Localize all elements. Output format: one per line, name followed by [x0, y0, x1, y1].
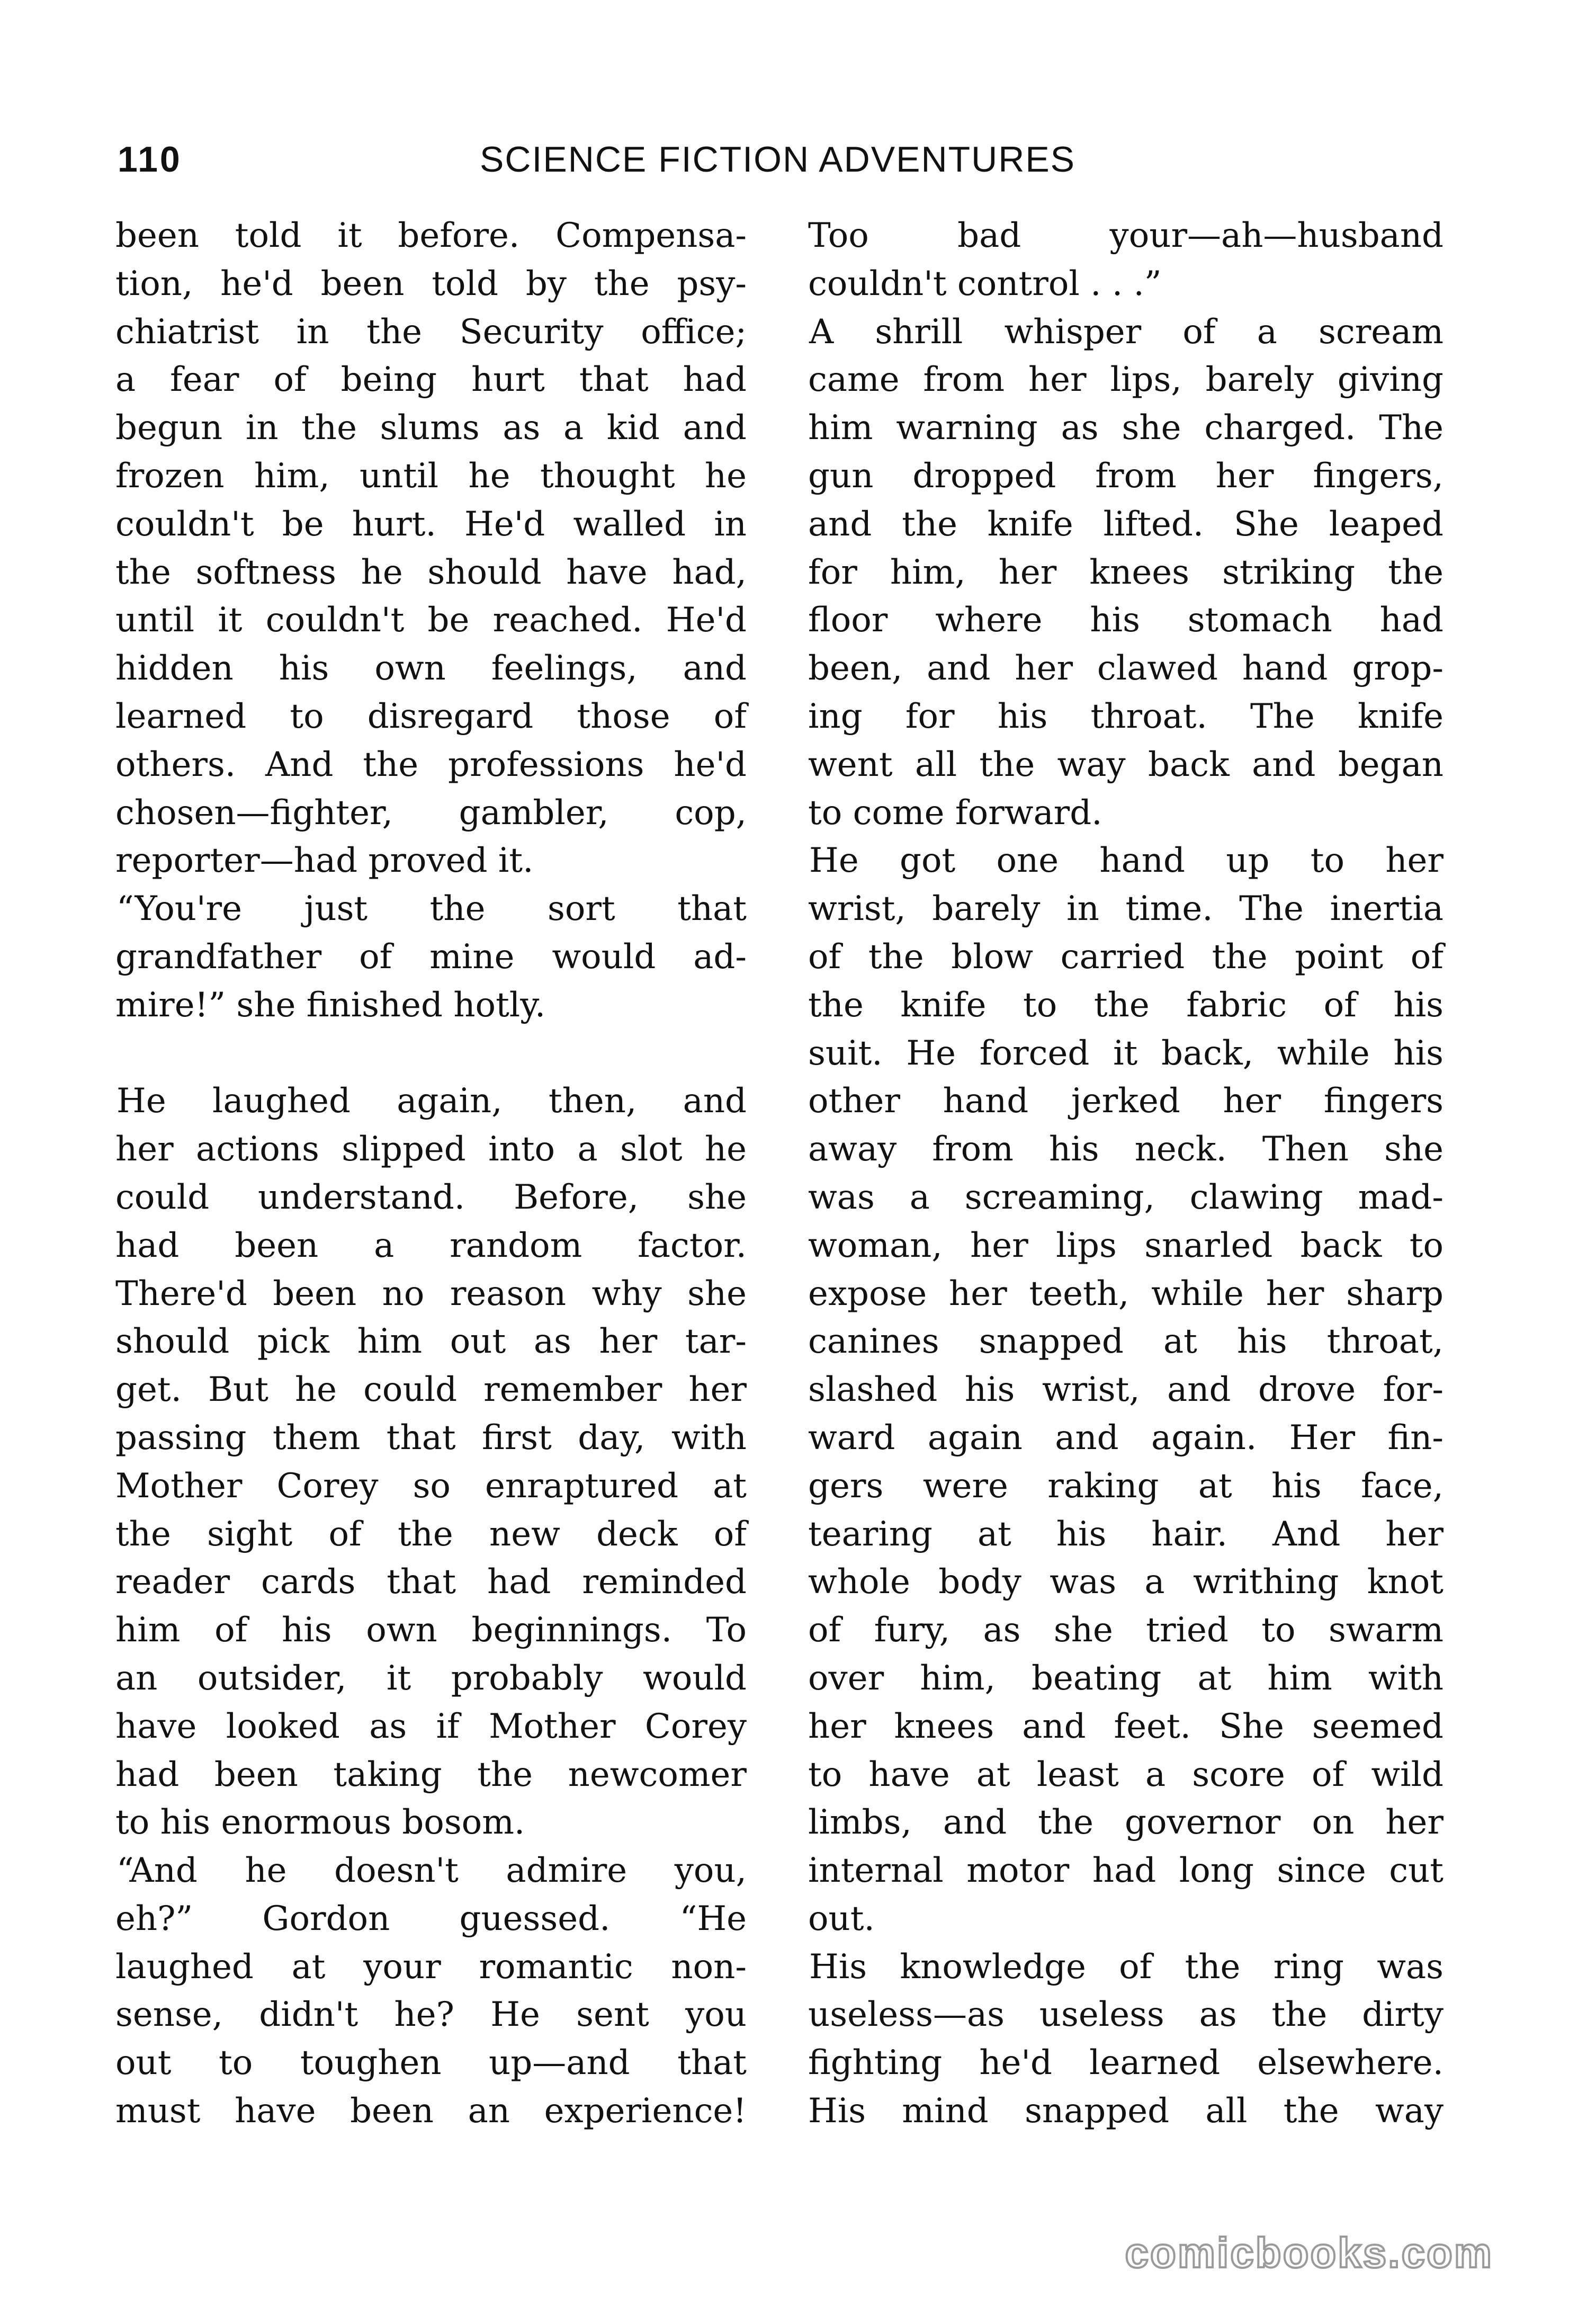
text-line: of the blow carried the point of [808, 937, 1443, 977]
text-line: “You're just the sort that [116, 889, 747, 929]
text-line: her knees and feet. She seemed [808, 1706, 1443, 1746]
text-line: out to toughen up—and that [115, 2043, 747, 2083]
text-line: fighting he'd learned elsewhere. [808, 2043, 1443, 2083]
section-break [115, 1030, 747, 1078]
text-line: could understand. Before, she [115, 1177, 747, 1217]
text-line: had been a random factor. [115, 1226, 747, 1265]
text-line: floor where his stomach had [808, 601, 1443, 640]
text-line: to come forward. [808, 793, 1102, 833]
site-watermark: comicbooks.com [1125, 2229, 1493, 2276]
right-column [808, 212, 1443, 2135]
text-line: whole body was a writhing knot [808, 1562, 1443, 1602]
text-line: grandfather of mine would ad- [115, 937, 747, 977]
text-line: been, and her clawed hand grop- [808, 649, 1443, 689]
text-line: gun dropped from her fingers, [808, 456, 1443, 496]
text-line: must have been an experience! [115, 2091, 747, 2131]
text-line: a fear of being hurt that had [115, 360, 747, 400]
text-line: passing them that first day, with [115, 1418, 747, 1458]
text-line: went all the way back and began [808, 745, 1443, 784]
text-line: tion, he'd been told by the psy- [115, 264, 747, 303]
text-line: mire!” she finished hotly. [115, 985, 546, 1025]
text-line: couldn't be hurt. He'd walled in [115, 504, 747, 544]
text-line: begun in the slums as a kid and [115, 408, 747, 448]
page-header [118, 139, 1452, 197]
running-head: SCIENCE FICTION ADVENTURES [480, 139, 1076, 180]
text-line: ward again and again. Her fin- [808, 1418, 1443, 1458]
text-line: away from his neck. Then she [808, 1130, 1443, 1169]
text-line: His knowledge of the ring was [809, 1947, 1443, 1987]
text-line: reporter—had proved it. [115, 841, 534, 881]
text-line: He got one hand up to her [809, 841, 1443, 881]
text-line: the knife to the fabric of his [808, 985, 1443, 1025]
text-line: chosen—fighter, gambler, cop, [115, 793, 747, 833]
text-line: frozen him, until he thought he [115, 456, 747, 496]
text-line: couldn't control . . .” [808, 264, 1162, 303]
text-line: sense, didn't he? He sent you [115, 1995, 747, 2035]
text-line: to his enormous bosom. [115, 1803, 525, 1843]
text-line: Too bad your—ah—husband [808, 216, 1443, 255]
text-line: until it couldn't be reached. He'd [115, 601, 747, 640]
text-line: him warning as she charged. The [808, 408, 1443, 448]
text-line: the sight of the new deck of [115, 1514, 747, 1554]
text-line: limbs, and the governor on her [808, 1803, 1443, 1843]
text-line: an outsider, it probably would [115, 1658, 747, 1698]
text-line: for him, her knees striking the [808, 552, 1443, 592]
text-line: her actions slipped into a slot he [115, 1130, 747, 1169]
text-line: came from her lips, barely giving [808, 360, 1443, 400]
text-line: There'd been no reason why she [115, 1274, 747, 1313]
page-number: 110 [118, 139, 182, 180]
text-line: eh?” Gordon guessed. “He [115, 1899, 747, 1938]
text-line: and the knife lifted. She leaped [808, 504, 1443, 544]
text-line: other hand jerked her fingers [808, 1081, 1443, 1121]
text-line: had been taking the newcomer [115, 1755, 747, 1794]
text-line: out. [808, 1899, 875, 1938]
text-line: woman, her lips snarled back to [808, 1226, 1443, 1265]
text-line: been told it before. Compensa- [115, 216, 747, 255]
text-line: tearing at his hair. And her [808, 1514, 1443, 1554]
text-line: Mother Corey so enraptured at [115, 1466, 747, 1506]
text-line: the softness he should have had, [115, 552, 747, 592]
left-column [115, 212, 747, 2135]
text-line: “And he doesn't admire you, [116, 1851, 747, 1891]
text-line: of fury, as she tried to swarm [808, 1611, 1443, 1650]
text-line: A shrill whisper of a scream [809, 312, 1443, 352]
text-line: get. But he could remember her [115, 1370, 747, 1410]
text-line: others. And the professions he'd [115, 745, 747, 784]
text-line: canines snapped at his throat, [808, 1322, 1443, 1362]
text-line: expose her teeth, while her sharp [808, 1274, 1443, 1313]
text-line: should pick him out as her tar- [115, 1322, 747, 1362]
text-line: wrist, barely in time. The inertia [808, 889, 1443, 929]
text-line: him of his own beginnings. To [115, 1611, 747, 1650]
text-line: chiatrist in the Security office; [115, 312, 747, 352]
text-line: He laughed again, then, and [116, 1081, 747, 1121]
text-line: hidden his own feelings, and [115, 649, 747, 689]
text-line: ing for his throat. The knife [808, 696, 1443, 736]
text-line: suit. He forced it back, while his [808, 1033, 1443, 1073]
text-line: was a screaming, clawing mad- [808, 1177, 1443, 1217]
text-line: reader cards that had reminded [115, 1562, 747, 1602]
text-line: slashed his wrist, and drove for- [808, 1370, 1443, 1410]
text-line: over him, beating at him with [808, 1658, 1443, 1698]
text-line: gers were raking at his face, [808, 1466, 1443, 1506]
text-line: laughed at your romantic non- [115, 1947, 747, 1987]
text-line: useless—as useless as the dirty [808, 1995, 1443, 2035]
text-line: learned to disregard those of [115, 696, 747, 736]
text-line: to have at least a score of wild [808, 1755, 1443, 1794]
text-line: His mind snapped all the way [808, 2091, 1443, 2131]
text-line: have looked as if Mother Corey [115, 1706, 747, 1746]
text-line: internal motor had long since cut [808, 1851, 1443, 1891]
